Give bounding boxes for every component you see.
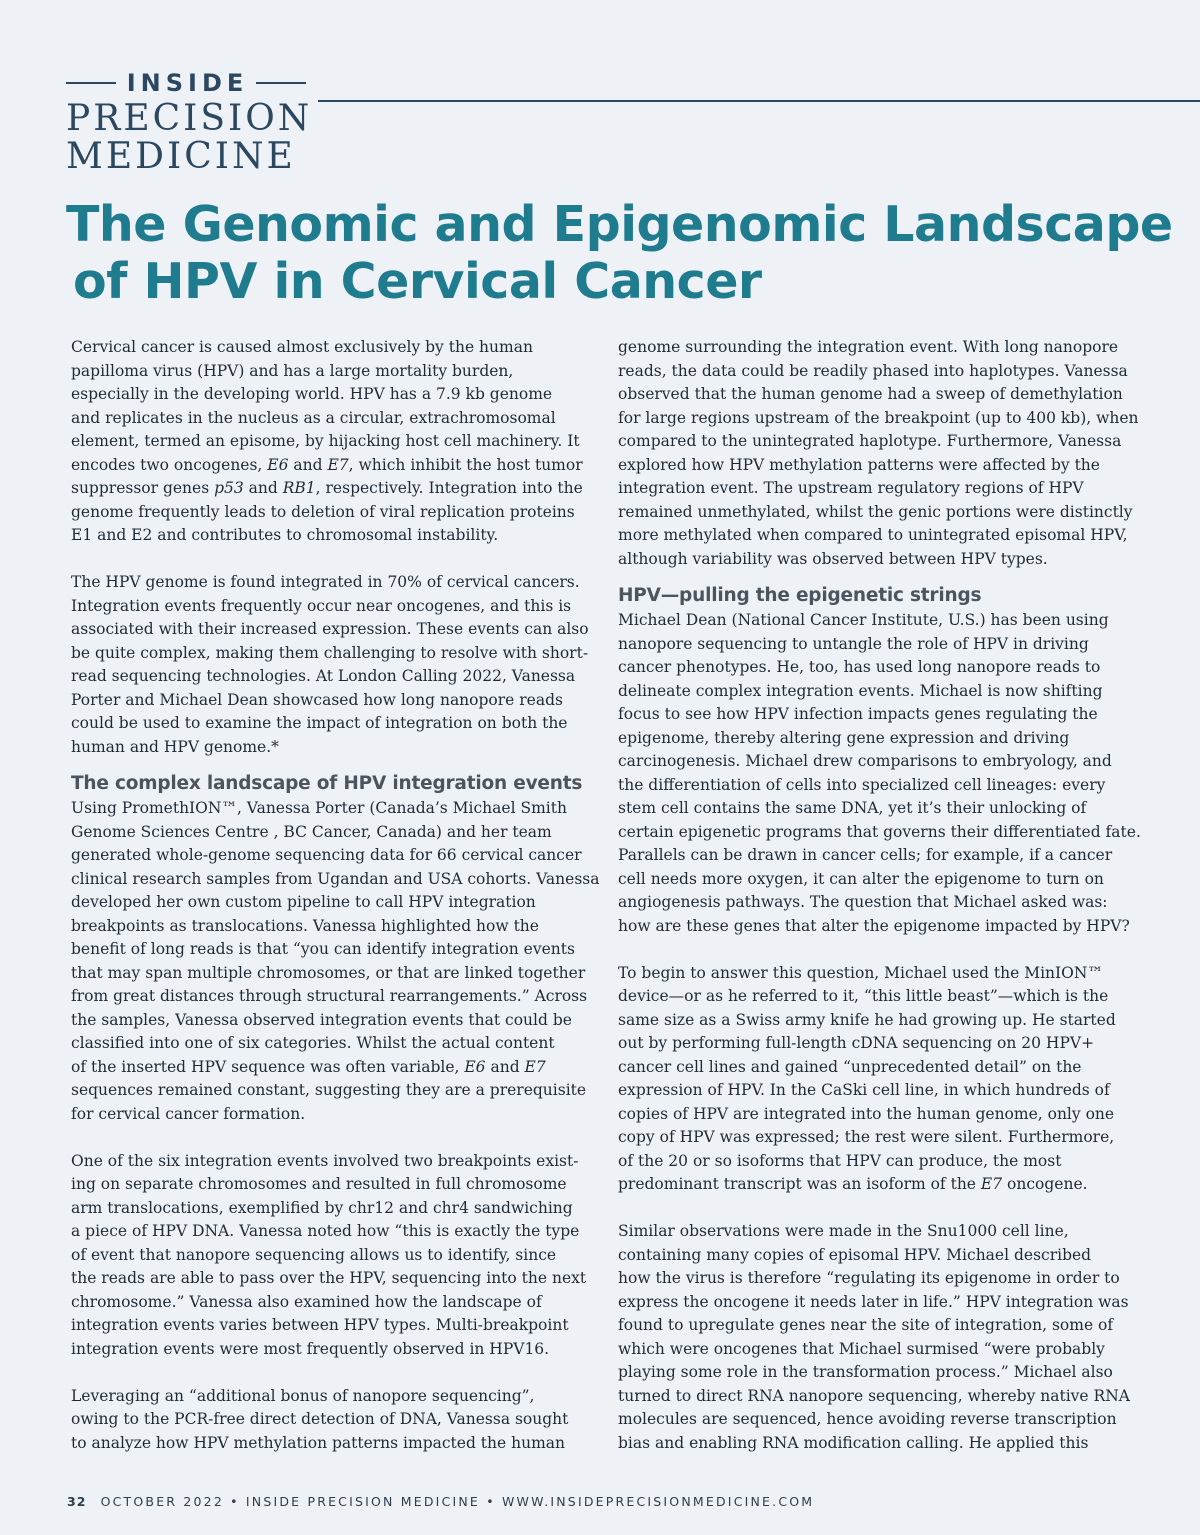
text-line: classified into one of six categories. Whilst the actual content xyxy=(71,1034,555,1052)
text-line: To begin to answer this question, Michael used the MinION™ xyxy=(618,963,1103,982)
text-line: element, termed an episome, by hijacking host cell machinery. It xyxy=(71,432,580,450)
text-line: Leveraging an “additional bonus of nanopore sequencing”, xyxy=(71,1386,535,1405)
footer-text: OCTOBER 2022 • INSIDE PRECISION MEDICINE • WWW.INSIDEPRECISIONMEDICINE.COM xyxy=(100,1494,815,1509)
masthead-rule-right xyxy=(256,82,306,84)
text-line: that may span multiple chromosomes, or that are linked together xyxy=(71,963,586,982)
text-line: containing many copies of episomal HPV. Michael described xyxy=(618,1245,1092,1264)
text-line: cancer phenotypes. He, too, has used long nanopore reads to xyxy=(618,658,1101,676)
text-line: sequences remained constant, suggesting they are a prerequisite xyxy=(71,1081,587,1099)
title-line-1: The Genomic and Epigenomic Landscape xyxy=(66,196,1173,253)
text-line: to analyze how HPV methylation patterns impacted the human xyxy=(71,1433,565,1452)
text-line: Integration events frequently occur near oncogenes, and this is xyxy=(71,596,572,615)
paragraph-integration xyxy=(71,571,603,759)
text-line: copy of HPV was expressed; the rest were silent. Furthermore, xyxy=(618,1128,1115,1146)
text-line: angiogenesis pathways. The question that Michael asked was: xyxy=(618,893,1108,911)
text-line: genome frequently leads to deletion of viral replication proteins xyxy=(71,502,575,521)
text-line: chromosome.” Vanessa also examined how the landscape of xyxy=(71,1292,542,1311)
text-line: nanopore sequencing to untangle the role of HPV in driving xyxy=(618,634,1089,653)
text-line: suppressor genes p53 and RB1, respectively. Integration into the xyxy=(71,479,583,497)
text-line: papilloma virus (HPV) and has a large mortality burden, xyxy=(71,361,514,380)
text-line: E1 and E2 and contributes to chromosomal instability. xyxy=(71,526,499,544)
text-line: benefit of long reads is that “you can identify integration events xyxy=(71,940,575,958)
text-line: out by performing full-length cDNA sequencing on 20 HPV+ xyxy=(618,1034,1095,1052)
text-line: which were oncogenes that Michael surmised “were probably xyxy=(618,1339,1105,1358)
text-line: observed that the human genome had a sweep of demethylation xyxy=(618,385,1123,403)
text-line: same size as a Swiss army knife he had growing up. He started xyxy=(618,1010,1116,1029)
paragraph-michael-dean xyxy=(618,609,1150,938)
header-divider xyxy=(318,100,1200,102)
text-line: carcinogenesis. Michael drew comparisons to embryology, and xyxy=(618,752,1112,770)
text-line: be quite complex, making them challenging to resolve with short- xyxy=(71,643,589,662)
text-line: associated with their increased expression. These events can also xyxy=(71,620,589,638)
section-heading-complex-landscape: The complex landscape of HPV integration events xyxy=(71,773,583,794)
text-line: Michael Dean (National Cancer Institute, U.S.) has been using xyxy=(618,611,1109,629)
paragraph-snu1000 xyxy=(618,1220,1150,1455)
masthead-precision: PRECISION xyxy=(66,98,313,139)
text-line: for cervical cancer formation. xyxy=(71,1104,306,1123)
article-title xyxy=(66,196,1173,310)
text-line: found to upregulate genes near the site of integration, some of xyxy=(618,1316,1114,1334)
text-line: molecules are sequenced, hence avoiding reverse transcription xyxy=(618,1410,1117,1428)
paragraph-haplotypes xyxy=(618,336,1150,571)
text-line: The HPV genome is found integrated in 70% of cervical cancers. xyxy=(71,573,580,591)
text-line: playing some role in the transformation process.” Michael also xyxy=(618,1363,1113,1381)
paragraph-intro xyxy=(71,336,603,548)
text-line: delineate complex integration events. Michael is now shifting xyxy=(618,681,1103,700)
text-line: of the 20 or so isoforms that HPV can produce, the most xyxy=(618,1151,1062,1170)
text-line: of event that nanopore sequencing allows us to identify, since xyxy=(71,1245,557,1264)
title-line-2: of HPV in Cervical Cancer xyxy=(73,253,762,310)
masthead-logo xyxy=(66,66,313,177)
text-line: especially in the developing world. HPV has a 7.9 kb genome xyxy=(71,385,553,403)
text-line: and replicates in the nucleus as a circular, extrachromosomal xyxy=(71,408,556,427)
text-line: epigenome, thereby altering gene expression and driving xyxy=(618,728,1070,747)
text-line: more methylated when compared to unintegrated episomal HPV, xyxy=(618,526,1128,544)
text-line: read sequencing technologies. At London Calling 2022, Vanessa xyxy=(71,667,576,685)
text-line: copies of HPV are integrated into the human genome, only one xyxy=(618,1104,1115,1123)
text-line: breakpoints as translocations. Vanessa highlighted how the xyxy=(71,916,539,935)
text-line: focus to see how HPV infection impacts genes regulating the xyxy=(618,705,1098,723)
text-line: One of the six integration events involved two breakpoints exist- xyxy=(71,1151,579,1170)
text-line: device—or as he referred to it, “this little beast”—which is the xyxy=(618,987,1109,1005)
text-line: from great distances through structural rearrangements.” Across xyxy=(71,987,588,1005)
text-line: Parallels can be drawn in cancer cells; for example, if a cancer xyxy=(618,846,1113,864)
text-line: a piece of HPV DNA. Vanessa noted how “this is exactly the type xyxy=(71,1222,580,1240)
text-line: cancer cell lines and gained “unprecedented detail” on the xyxy=(618,1057,1082,1076)
text-line: generated whole-genome sequencing data for 66 cervical cancer xyxy=(71,846,582,864)
text-line: encodes two oncogenes, E6 and E7, which inhibit the host tumor xyxy=(71,455,583,474)
column-right xyxy=(618,336,1150,1455)
paragraph-promethion xyxy=(71,797,603,1126)
page-footer xyxy=(67,1494,1167,1509)
text-line: integration events varies between HPV types. Multi-breakpoint xyxy=(71,1316,569,1334)
paragraph-minion xyxy=(618,962,1150,1197)
text-line: clinical research samples from Ugandan and USA cohorts. Vanessa xyxy=(71,869,600,888)
text-line: compared to the unintegrated haplotype. Furthermore, Vanessa xyxy=(618,432,1122,450)
text-line: stem cell contains the same DNA, yet it’s their unlocking of xyxy=(618,799,1087,817)
text-line: the differentiation of cells into specialized cell lineages: every xyxy=(618,775,1106,794)
masthead-inside: INSIDE xyxy=(126,69,249,97)
page-number: 32 xyxy=(67,1494,87,1509)
text-line: integration events were most frequently observed in HPV16. xyxy=(71,1339,550,1358)
section-heading-epigenetic-strings: HPV—pulling the epigenetic strings xyxy=(618,585,982,606)
text-line: of the inserted HPV sequence was often variable, E6 and E7 xyxy=(71,1057,546,1076)
text-line: how the virus is therefore “regulating its epigenome in order to xyxy=(618,1269,1120,1287)
text-line: developed her own custom pipeline to call HPV integration xyxy=(71,893,536,911)
text-line: cell needs more oxygen, it can alter the epigenome to turn on xyxy=(618,869,1104,888)
masthead-rule-left xyxy=(66,82,116,84)
text-line: arm translocations, exemplified by chr12 and chr4 sandwiching xyxy=(71,1198,573,1217)
text-line: how are these genes that alter the epigenome impacted by HPV? xyxy=(618,916,1130,935)
text-line: could be used to examine the impact of integration on both the xyxy=(71,714,568,732)
text-line: expression of HPV. In the CaSki cell line, in which hundreds of xyxy=(618,1081,1110,1099)
paragraph-breakpoints xyxy=(71,1150,603,1362)
text-line: predominant transcript was an isoform of the E7 oncogene. xyxy=(618,1175,1088,1193)
text-line: certain epigenetic programs that governs their differentiated fate. xyxy=(618,822,1141,841)
text-line: Using PromethION™, Vanessa Porter (Canada’s Michael Smith xyxy=(71,799,567,817)
text-line: remained unmethylated, whilst the genic portions were distinctly xyxy=(618,502,1133,521)
masthead-medicine: MEDICINE xyxy=(66,136,296,177)
text-line: Similar observations were made in the Snu1000 cell line, xyxy=(618,1222,1069,1240)
text-line: Cervical cancer is caused almost exclusively by the human xyxy=(71,338,533,356)
text-line: for large regions upstream of the breakpoint (up to 400 kb), when xyxy=(618,408,1139,427)
text-line: turned to direct RNA nanopore sequencing, whereby native RNA xyxy=(618,1386,1130,1405)
text-line: the reads are able to pass over the HPV, sequencing into the next xyxy=(71,1269,587,1287)
text-line: although variability was observed between HPV types. xyxy=(618,549,1048,568)
text-line: explored how HPV methylation patterns were affected by the xyxy=(618,455,1100,474)
text-line: bias and enabling RNA modification calling. He applied this xyxy=(618,1433,1089,1452)
text-line: the samples, Vanessa observed integration events that could be xyxy=(71,1010,572,1029)
text-line: reads, the data could be readily phased into haplotypes. Vanessa xyxy=(618,361,1128,380)
text-line: Genome Sciences Centre , BC Cancer, Canada) and her team xyxy=(71,822,552,841)
masthead-inside-row xyxy=(66,66,306,100)
text-line: integration event. The upstream regulatory regions of HPV xyxy=(618,479,1084,497)
text-line: human and HPV genome.* xyxy=(71,737,279,756)
text-line: ing on separate chromosomes and resulted in full chromosome xyxy=(71,1175,567,1193)
text-line: owing to the PCR-free direct detection of DNA, Vanessa sought xyxy=(71,1410,569,1428)
paragraph-methylation xyxy=(71,1385,603,1456)
column-left xyxy=(71,336,603,1455)
text-line: Porter and Michael Dean showcased how long nanopore reads xyxy=(71,690,563,709)
text-line: genome surrounding the integration event. With long nanopore xyxy=(618,338,1119,356)
text-line: express the oncogene it needs later in life.” HPV integration was xyxy=(618,1292,1129,1311)
